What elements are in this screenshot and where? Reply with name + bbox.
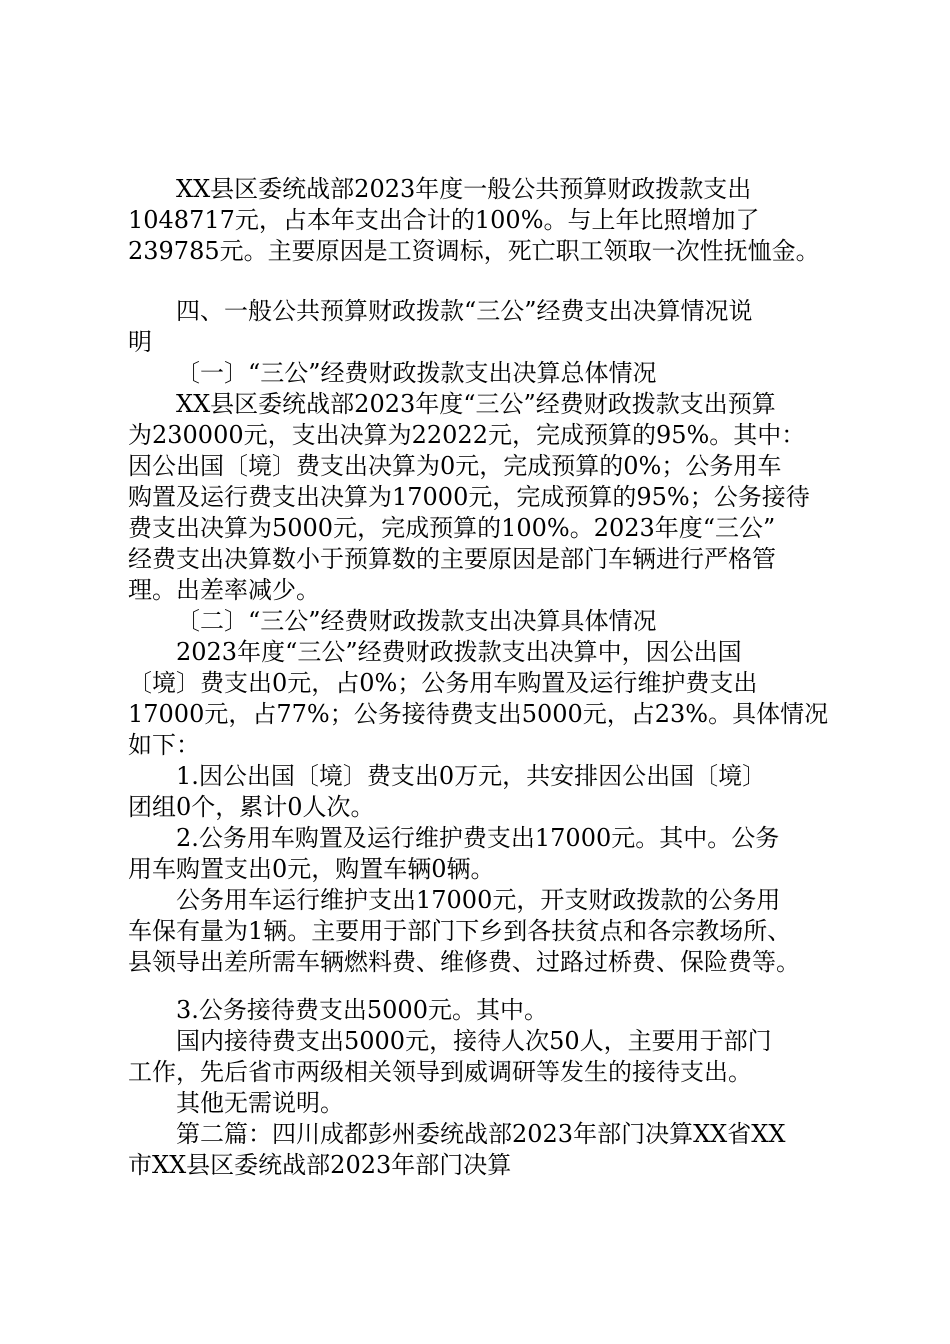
paragraph-overall-situation xyxy=(128,389,838,606)
subheading-overall xyxy=(128,358,838,389)
text-line: 团组0个，累计0人次。 xyxy=(128,793,375,821)
text-line: 239785元。主要原因是工资调标，死亡职工领取一次性抚恤金。 xyxy=(128,237,820,265)
paragraph-general-budget-expenditure xyxy=(128,174,838,267)
paragraph-no-further-notes xyxy=(128,1088,838,1119)
text-line: 县领导出差所需车辆燃料费、维修费、过路过桥费、保险费等。 xyxy=(128,948,800,976)
text-line: 〔二〕“三公”经费财政拨款支出决算具体情况 xyxy=(176,607,657,635)
item-reception-expense xyxy=(128,995,838,1026)
text-line: 四、一般公共预算财政拨款“三公”经费支出决算情况说 xyxy=(176,297,753,325)
text-line: 3.公务接待费支出5000元。其中。 xyxy=(176,996,548,1024)
item-overseas-travel xyxy=(128,761,838,823)
text-line: 市XX县区委统战部2023年部门决算 xyxy=(128,1151,512,1179)
section-heading-four xyxy=(128,296,838,358)
text-line: 公务用车运行维护支出17000元，开支财政拨款的公务用 xyxy=(176,886,781,914)
paragraph-domestic-reception xyxy=(128,1026,838,1088)
text-line: 第二篇：四川成都彭州委统战部2023年部门决算XX省XX xyxy=(176,1120,786,1148)
text-line: 购置及运行费支出决算为17000元，完成预算的95%；公务接待 xyxy=(128,483,810,511)
text-line: 经费支出决算数小于预算数的主要原因是部门车辆进行严格管 xyxy=(128,545,776,573)
text-line: 车保有量为1辆。主要用于部门下乡到各扶贫点和各宗教场所、 xyxy=(128,917,792,945)
text-line: 如下： xyxy=(128,731,200,759)
item-vehicle-expense xyxy=(128,823,838,885)
text-line: 因公出国〔境〕费支出决算为0元，完成预算的0%；公务用车 xyxy=(128,452,782,480)
text-line: 明 xyxy=(128,328,152,356)
text-line: 为230000元，支出决算为22022元，完成预算的95%。其中： xyxy=(128,421,806,449)
text-line: 〔境〕费支出0元，占0%；公务用车购置及运行维护费支出 xyxy=(128,669,758,697)
text-line: XX县区委统战部2023年度“三公”经费财政拨款支出预算 xyxy=(176,390,776,418)
text-line: 其他无需说明。 xyxy=(176,1089,344,1117)
text-line: 2023年度“三公”经费财政拨款支出决算中，因公出国 xyxy=(176,638,742,666)
text-line: XX县区委统战部2023年度一般公共预算财政拨款支出 xyxy=(176,175,752,203)
text-line: 工作，先后省市两级相关领导到威调研等发生的接待支出。 xyxy=(128,1058,752,1086)
text-line: 17000元，占77%；公务接待费支出5000元，占23%。具体情况 xyxy=(128,700,829,728)
text-line: 用车购置支出0元，购置车辆0辆。 xyxy=(128,855,495,883)
text-line: 费支出决算为5000元，完成预算的100%。2023年度“三公” xyxy=(128,514,776,542)
paragraph-specific-situation xyxy=(128,637,838,761)
text-line: 〔一〕“三公”经费财政拨款支出决算总体情况 xyxy=(176,359,657,387)
paragraph-second-article-title xyxy=(128,1119,838,1181)
text-line: 理。出差率减少。 xyxy=(128,576,320,604)
text-line: 1.因公出国〔境〕费支出0万元，共安排因公出国〔境〕 xyxy=(176,762,767,790)
text-line: 1048717元，占本年支出合计的100%。与上年比照增加了 xyxy=(128,206,760,234)
paragraph-vehicle-maintenance xyxy=(128,885,838,978)
text-line: 国内接待费支出5000元，接待人次50人，主要用于部门 xyxy=(176,1027,772,1055)
text-line: 2.公务用车购置及运行维护费支出17000元。其中。公务 xyxy=(176,824,780,852)
subheading-specific xyxy=(128,606,838,637)
